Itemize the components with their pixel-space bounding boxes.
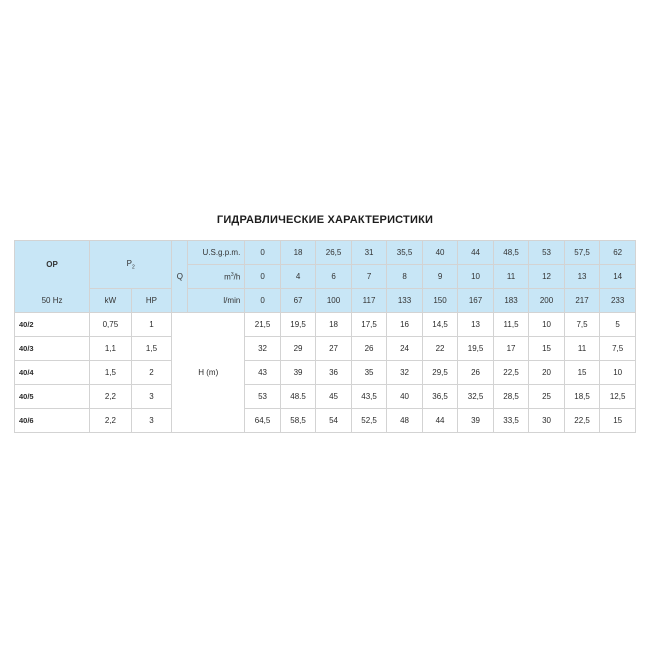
head-value: 10: [529, 313, 565, 337]
head-value: 29,5: [422, 361, 458, 385]
head-value: 35: [351, 361, 387, 385]
power-hp: 3: [131, 385, 172, 409]
pump-model: 40/4: [15, 361, 90, 385]
flow-m3h-value: 14: [600, 265, 636, 289]
hydraulic-characteristics-table: [14, 240, 636, 433]
table-row: [15, 313, 636, 337]
head-value: 17,5: [351, 313, 387, 337]
flow-lmin-value: 200: [529, 289, 565, 313]
head-value: 19,5: [280, 313, 316, 337]
flow-lmin-value: 167: [458, 289, 494, 313]
pump-model: 40/5: [15, 385, 90, 409]
head-value: 39: [458, 409, 494, 433]
head-value: 32: [387, 361, 423, 385]
head-label: H (m): [172, 313, 245, 433]
pump-model: 40/3: [15, 337, 90, 361]
hp-header: HP: [131, 289, 172, 313]
head-value: 18: [316, 313, 352, 337]
flow-m3h-value: 13: [564, 265, 600, 289]
head-value: 29: [280, 337, 316, 361]
m3h-base: m: [224, 272, 231, 282]
power-hp: 1,5: [131, 337, 172, 361]
power-hp: 2: [131, 361, 172, 385]
head-value: 53: [245, 385, 281, 409]
head-value: 48: [387, 409, 423, 433]
head-value: 11,5: [493, 313, 529, 337]
head-value: 13: [458, 313, 494, 337]
head-value: 36,5: [422, 385, 458, 409]
table-row: [15, 409, 636, 433]
table-row: [15, 361, 636, 385]
head-value: 64,5: [245, 409, 281, 433]
head-value: 33,5: [493, 409, 529, 433]
flow-usgpm-value: 31: [351, 241, 387, 265]
flow-usgpm-value: 40: [422, 241, 458, 265]
head-value: 24: [387, 337, 423, 361]
head-value: 22,5: [493, 361, 529, 385]
flow-lmin-value: 133: [387, 289, 423, 313]
head-value: 22: [422, 337, 458, 361]
head-value: 12,5: [600, 385, 636, 409]
q-header: Q: [172, 241, 188, 313]
op-header: OP: [15, 241, 90, 289]
page-title: ГИДРАВЛИЧЕСКИЕ ХАРАКТЕРИСТИКИ: [216, 214, 434, 226]
flow-usgpm-value: 44: [458, 241, 494, 265]
flow-usgpm-value: 57,5: [564, 241, 600, 265]
head-value: 30: [529, 409, 565, 433]
pump-model: 40/6: [15, 409, 90, 433]
flow-usgpm-value: 35,5: [387, 241, 423, 265]
head-value: 45: [316, 385, 352, 409]
head-value: 25: [529, 385, 565, 409]
head-value: 16: [387, 313, 423, 337]
power-kw: 2,2: [90, 409, 132, 433]
flow-lmin-value: 233: [600, 289, 636, 313]
power-kw: 2,2: [90, 385, 132, 409]
kw-header: kW: [90, 289, 132, 313]
head-value: 48.5: [280, 385, 316, 409]
power-hp: 3: [131, 409, 172, 433]
flow-m3h-value: 4: [280, 265, 316, 289]
head-value: 15: [600, 409, 636, 433]
head-value: 43: [245, 361, 281, 385]
power-kw: 1,5: [90, 361, 132, 385]
frequency-header: 50 Hz: [15, 289, 90, 313]
p2-sub: 2: [131, 264, 135, 271]
m3h-sup: 3: [230, 271, 234, 278]
flow-lmin-value: 117: [351, 289, 387, 313]
flow-lmin-value: 0: [245, 289, 281, 313]
head-value: 5: [600, 313, 636, 337]
flow-lmin-value: 100: [316, 289, 352, 313]
head-value: 44: [422, 409, 458, 433]
power-kw: 0,75: [90, 313, 132, 337]
head-value: 28,5: [493, 385, 529, 409]
head-value: 14,5: [422, 313, 458, 337]
flow-usgpm-value: 62: [600, 241, 636, 265]
head-value: 20: [529, 361, 565, 385]
table-row: [15, 385, 636, 409]
flow-lmin-value: 150: [422, 289, 458, 313]
flow-m3h-value: 6: [316, 265, 352, 289]
head-value: 15: [564, 361, 600, 385]
m3h-unit: [188, 265, 245, 289]
flow-usgpm-value: 18: [280, 241, 316, 265]
power-hp: 1: [131, 313, 172, 337]
head-value: 52,5: [351, 409, 387, 433]
head-value: 26: [351, 337, 387, 361]
head-value: 11: [564, 337, 600, 361]
head-value: 39: [280, 361, 316, 385]
pump-model: 40/2: [15, 313, 90, 337]
head-value: 27: [316, 337, 352, 361]
power-kw: 1,1: [90, 337, 132, 361]
p2-header: [90, 241, 172, 289]
flow-lmin-value: 217: [564, 289, 600, 313]
flow-m3h-value: 11: [493, 265, 529, 289]
head-value: 15: [529, 337, 565, 361]
m3h-tail: /h: [233, 272, 241, 282]
head-value: 22,5: [564, 409, 600, 433]
head-value: 17: [493, 337, 529, 361]
flow-usgpm-value: 53: [529, 241, 565, 265]
flow-m3h-value: 12: [529, 265, 565, 289]
flow-m3h-value: 7: [351, 265, 387, 289]
head-value: 58,5: [280, 409, 316, 433]
usgpm-unit: U.S.g.p.m.: [188, 241, 245, 265]
head-value: 21,5: [245, 313, 281, 337]
head-value: 40: [387, 385, 423, 409]
head-value: 36: [316, 361, 352, 385]
flow-m3h-value: 8: [387, 265, 423, 289]
flow-lmin-value: 183: [493, 289, 529, 313]
head-value: 32,5: [458, 385, 494, 409]
flow-m3h-value: 9: [422, 265, 458, 289]
flow-m3h-value: 0: [245, 265, 281, 289]
head-value: 19,5: [458, 337, 494, 361]
head-value: 18,5: [564, 385, 600, 409]
flow-usgpm-value: 0: [245, 241, 281, 265]
flow-m3h-value: 10: [458, 265, 494, 289]
header-row-lmin: [15, 289, 636, 313]
table-row: [15, 337, 636, 361]
flow-usgpm-value: 48,5: [493, 241, 529, 265]
head-value: 43,5: [351, 385, 387, 409]
head-value: 10: [600, 361, 636, 385]
header-row-usgpm: [15, 241, 636, 265]
head-value: 54: [316, 409, 352, 433]
flow-lmin-value: 67: [280, 289, 316, 313]
head-value: 7,5: [600, 337, 636, 361]
p2-label: P: [126, 258, 132, 268]
flow-usgpm-value: 26,5: [316, 241, 352, 265]
head-value: 32: [245, 337, 281, 361]
head-value: 7,5: [564, 313, 600, 337]
lmin-unit: l/min: [188, 289, 245, 313]
head-value: 26: [458, 361, 494, 385]
